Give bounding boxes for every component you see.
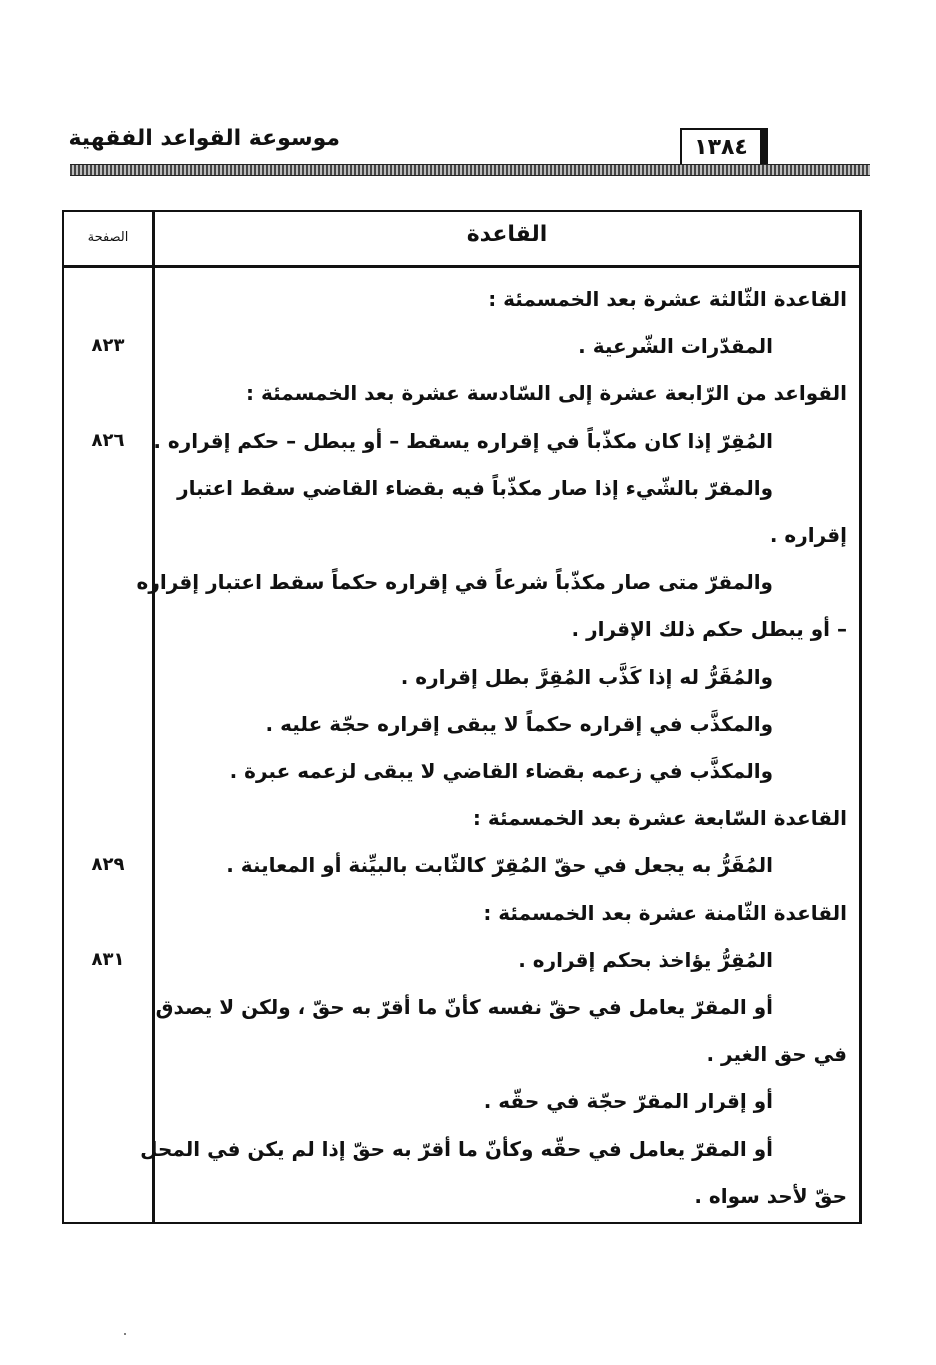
page-reference: ٨٢٩ [91, 854, 125, 876]
rule-text-line: والمكذَّب في زعمه بقضاء القاضي لا يبقى لزعمه عبرة . [229, 759, 773, 783]
speck [124, 1333, 126, 1335]
rule-heading-line: إقراره . [769, 523, 847, 547]
rule-text-line: والمُقَرُّ له إذا كَذَّب المُقِرَّ بطل إقراره . [400, 664, 773, 689]
page-reference: ٨٣١ [91, 948, 125, 970]
index-table [62, 210, 862, 1224]
page-reference: ٨٢٣ [91, 335, 125, 357]
rule-text-line: أو المقرّ يعامل في حقّ نفسه كأنّ ما أقرّ به حقّ ، ولكن لا يصدق [155, 995, 773, 1019]
rule-text-line: والمكذَّب في إقراره حكماً لا يبقى إقراره حجّة عليه . [265, 711, 773, 736]
header-rule [70, 164, 870, 176]
rule-heading-line: القواعد من الرّابعة عشرة إلى السّادسة عشرة بعد الخمسمئة : [245, 381, 847, 406]
column-header-page: الصفحة [87, 230, 129, 245]
rule-text-line: المُقِرُّ يؤاخذ بحكم إقراره . [518, 947, 773, 972]
rule-text-line: والمقرّ بالشّيء إذا صار مكذّباً فيه بقضاء القاضي سقط اعتبار [177, 475, 773, 500]
rule-heading-line: – أو يبطل حكم ذلك الإقرار . [571, 617, 847, 642]
page-header [70, 118, 870, 180]
rule-text-line: المقدّرات الشّرعية . [578, 334, 773, 359]
rule-heading-line: القاعدة الثّالثة عشرة بعد الخمسمئة : [488, 287, 847, 311]
table-body [64, 212, 859, 1222]
page-number: ١٣٨٤ [680, 128, 768, 164]
rule-text-line: أو إقرار المقرّ حجّة في حقّه . [483, 1089, 773, 1114]
rule-text-line: المُقَرُّ به يجعل في حقّ المُقِرّ كالثّابت بالبيِّنة أو المعاينة . [226, 853, 773, 878]
rule-text-line: والمقرّ متى صار مكذّباً شرعاً في إقراره حكماً سقط اعتبار إقراره [136, 570, 773, 595]
rule-heading-line: في حق الغير . [706, 1042, 847, 1067]
book-title: موسوعة القواعد الفقهية [68, 126, 340, 151]
rule-text-line: أو المقرّ يعامل في حقّه وكأنّ ما أقرّ به حقّ إذا لم يكن في المحل [140, 1136, 773, 1161]
column-header-rule: القاعدة [466, 222, 548, 247]
rule-heading-line: القاعدة الثّامنة عشرة بعد الخمسمئة : [483, 900, 847, 925]
rule-text-line: المُقِرّ إذا كان مكذّباً في إقراره يسقط – أو يبطل – حكم إقراره . [153, 428, 773, 453]
page-reference: ٨٢٦ [91, 429, 125, 451]
rule-heading-line: حقّ لأحد سواه . [694, 1183, 847, 1208]
rule-heading-line: القاعدة السّابعة عشرة بعد الخمسمئة : [472, 806, 847, 831]
